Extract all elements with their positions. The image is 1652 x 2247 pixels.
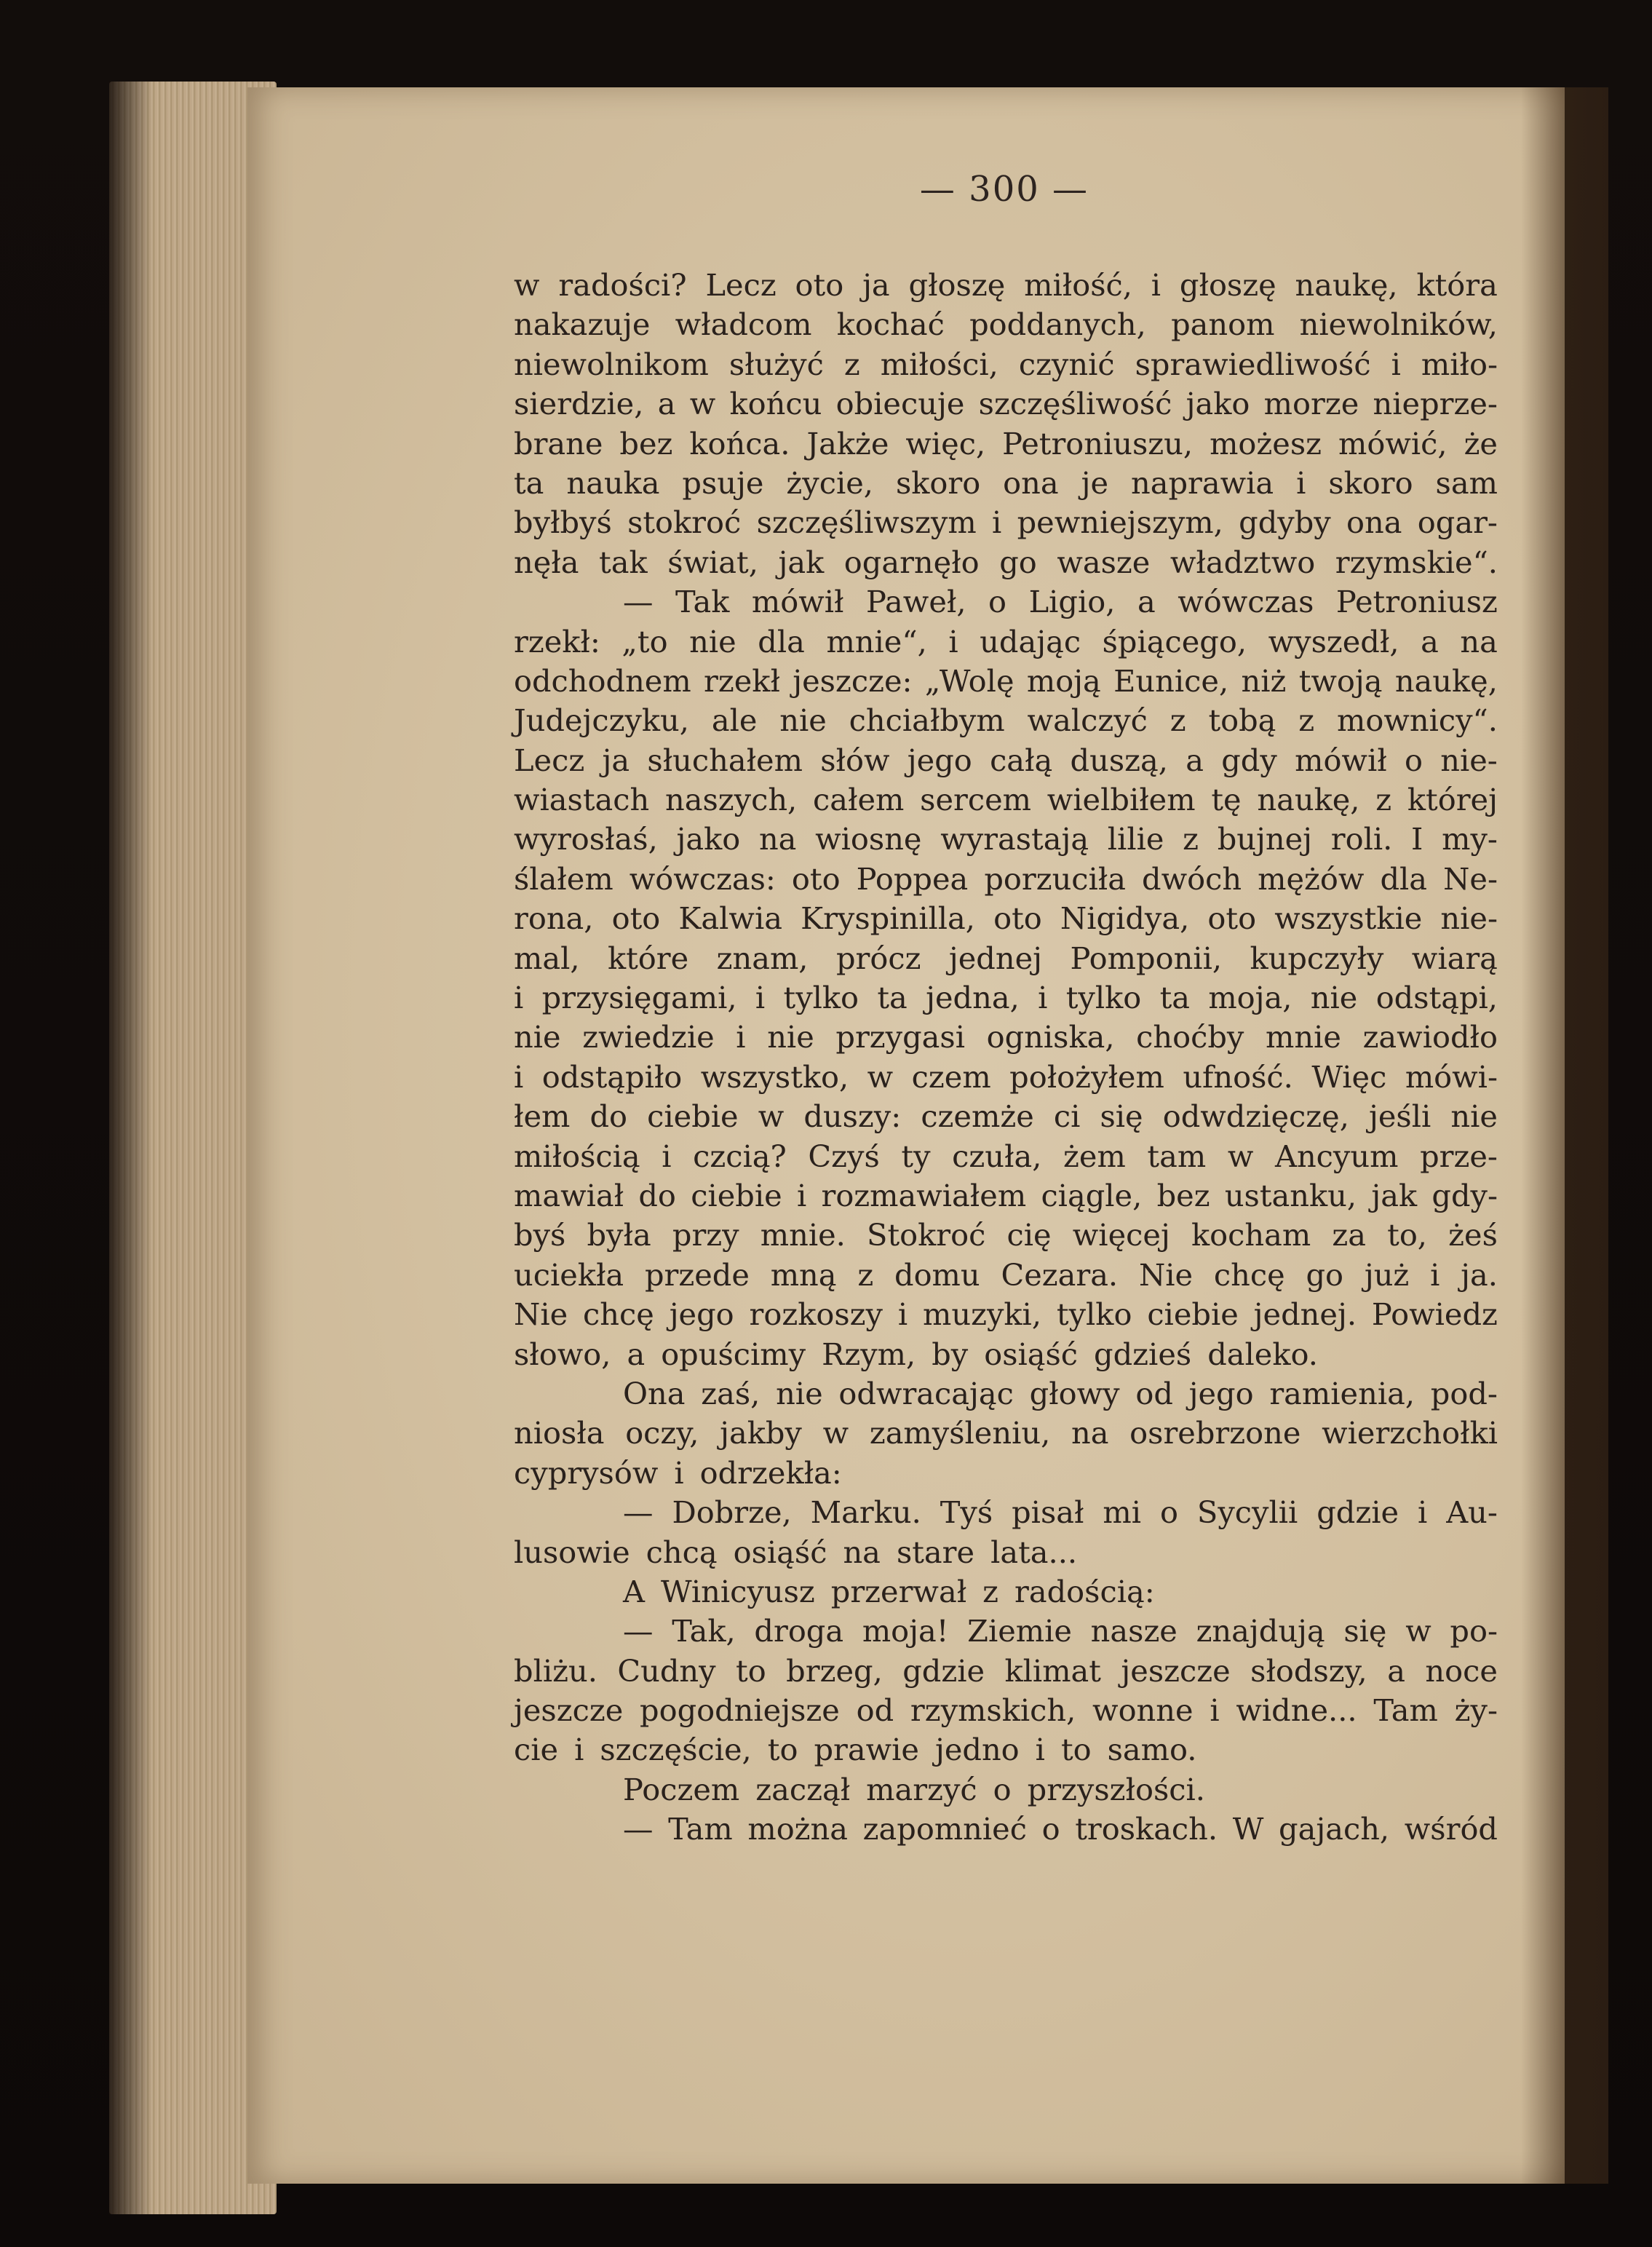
text-line: brane bez końca. Jakże więc, Petroniuszu, możesz mówić, że [514,425,1498,461]
text-line: mawiał do ciebie i rozmawiałem ciągle, bez ustanku, jak gdy- [514,1177,1498,1213]
text-line: byłbyś stokroć szczęśliwszym i pewniejszym, gdyby ona ogar- [514,504,1498,541]
text-line: bliżu. Cudny to brzeg, gdzie klimat jeszcze słodszy, a noce [514,1652,1498,1689]
text-line: wyrosłaś, jako na wiosnę wyrastają lilie z bujnej roli. I my- [514,821,1498,857]
body-text [514,266,1498,1850]
text-line: lusowie chcą osiąść na stare lata... [514,1534,1078,1570]
text-line: Ona zaś, nie odwracając głowy od jego ramienia, pod- [623,1375,1498,1411]
text-line: Judejczyku, ale nie chciałbym walczyć z tobą z mownicy“. [514,702,1498,739]
text-line: uciekła przede mną z domu Cezara. Nie chcę go już i ja. [514,1256,1498,1293]
text-line: łem do ciebie w duszy: czemże ci się odwdzięczę, jeśli nie [514,1098,1498,1135]
text-line: i przysięgami, i tylko ta jedna, i tylko ta moja, nie odstąpi, [514,980,1498,1016]
text-line: niewolnikom służyć z miłości, czynić sprawiedliwość i miło- [514,346,1498,382]
text-line: rzekł: „to nie dla mnie“, i udając śpiącego, wyszedł, a na [514,623,1498,659]
text-line: nie zwiedzie i nie przygasi ogniska, choćby mnie zawiodło [514,1019,1498,1055]
text-line: wiastach naszych, całem sercem wielbiłem tę naukę, z której [514,782,1498,818]
text-line: w radości? Lecz oto ja głoszę miłość, i głoszę naukę, która [514,267,1498,303]
page-number: — 300 — [919,169,1089,210]
text-line: byś była przy mnie. Stokroć cię więcej kocham za to, żeś [514,1217,1498,1253]
text-line: niosła oczy, jakby w zamyśleniu, na osrebrzone wierzchołki [514,1415,1498,1451]
text-line: A Winicyusz przerwał z radością: [623,1573,1155,1609]
text-line: i odstąpiło wszystko, w czem położyłem ufność. Więc mówi- [514,1058,1498,1095]
text-line: nęła tak świat, jak ogarnęło go wasze władztwo rzymskie“. [514,544,1498,580]
text-line: rona, oto Kalwia Kryspinilla, oto Nigidya, oto wszystkie nie- [514,900,1498,937]
text-line: — Tak, droga moja! Ziemie nasze znajdują się w po- [623,1613,1498,1649]
text-line: jeszcze pogodniejsze od rzymskich, wonne i widne... Tam ży- [514,1692,1498,1729]
book-page-edges-shadow [109,82,153,2214]
text-line: Poczem zaczął marzyć o przyszłości. [623,1771,1205,1807]
text-line: mal, które znam, prócz jednej Pomponii, kupczyły wiarą [514,940,1498,976]
text-line: — Tak mówił Paweł, o Ligio, a wówczas Petroniusz [623,584,1498,620]
text-line: — Dobrze, Marku. Tyś pisał mi o Sycylii gdzie i Au- [623,1494,1498,1531]
text-line: nakazuje władcom kochać poddanych, panom niewolników, [514,306,1498,343]
book-gutter-edge [1521,87,1608,2184]
text-line: Lecz ja słuchałem słów jego całą duszą, a gdy mówił o nie- [514,742,1498,778]
text-line: — Tam można zapomnieć o troskach. W gajach, wśród [623,1811,1498,1847]
text-line: ta nauka psuje życie, skoro ona je naprawia i skoro sam [514,464,1498,501]
text-line: ślałem wówczas: oto Poppea porzuciła dwóch mężów dla Ne- [514,860,1498,897]
text-line: miłością i czcią? Czyś ty czuła, żem tam w Ancyum prze- [514,1138,1498,1174]
text-line: słowo, a opuścimy Rzym, by osiąść gdzieś daleko. [514,1336,1318,1372]
text-line: cyprysów i odrzekła: [514,1454,842,1491]
text-line: Nie chcę jego rozkoszy i muzyki, tylko ciebie jednej. Powiedz [514,1296,1498,1333]
text-line: odchodnem rzekł jeszcze: „Wolę moją Eunice, niż twoją naukę, [514,662,1498,699]
text-line: sierdzie, a w końcu obiecuje szczęśliwość jako morze nieprze- [514,386,1498,422]
text-line: cie i szczęście, to prawie jedno i to samo. [514,1732,1197,1768]
